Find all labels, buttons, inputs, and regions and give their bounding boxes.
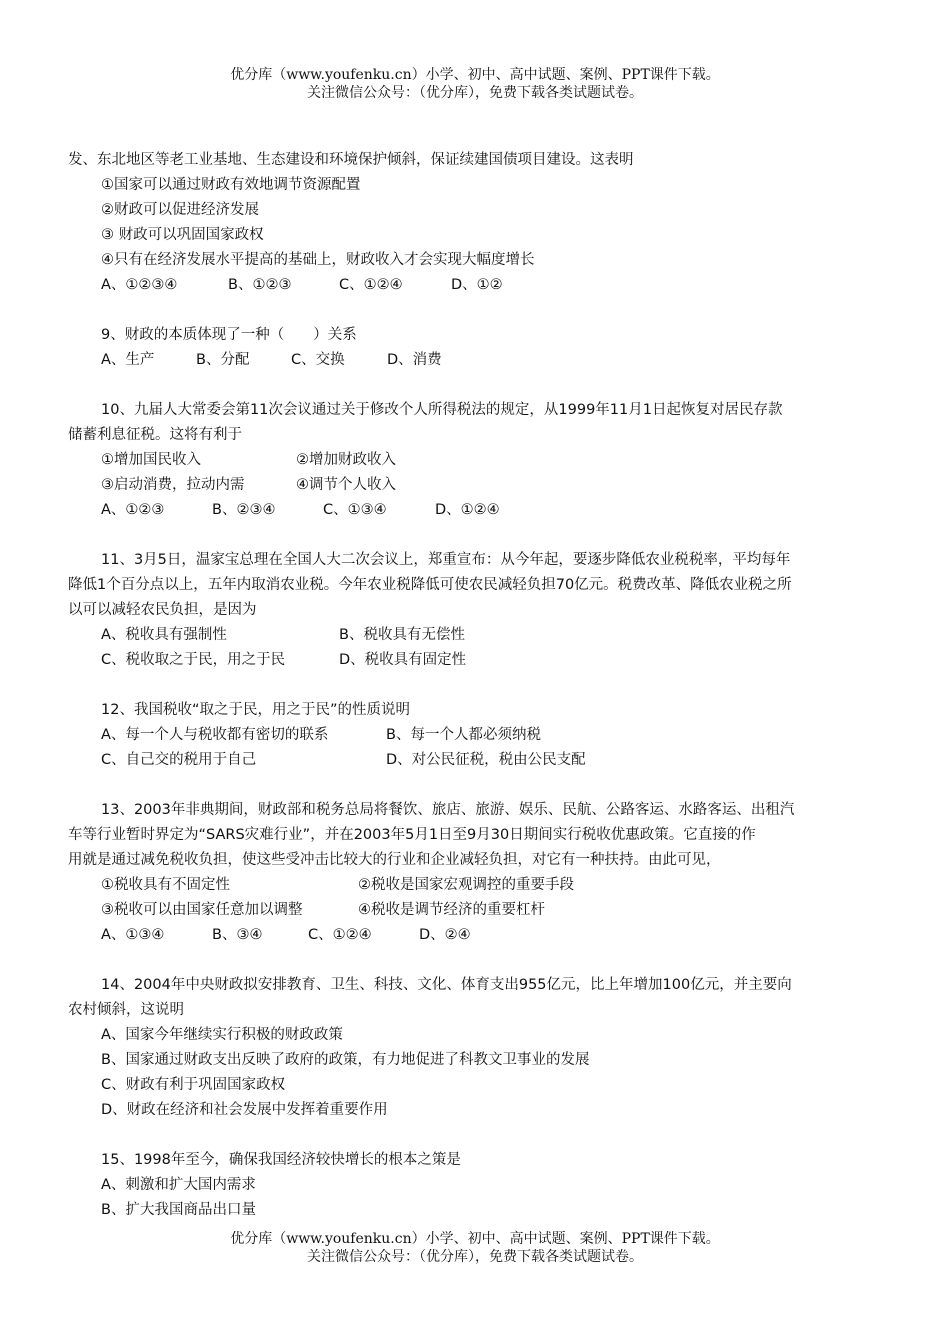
q8-item-1: ①国家可以通过财政有效地调节资源配置	[101, 177, 361, 193]
q10-options	[68, 498, 883, 523]
header-line-1: 优分库（www.youfenku.cn）小学、初中、高中试题、案例、PPT课件下载。	[230, 67, 720, 83]
q8-option-c: C、①②④	[339, 277, 403, 293]
q11-option-d: D、税收具有固定性	[339, 652, 467, 668]
q8-item-3: ③ 财政可以巩固国家政权	[101, 227, 264, 243]
q10-stem-line-2: 储蓄利息征税。这将有利于	[68, 427, 242, 443]
q14-option-d: D、财政在经济和社会发展中发挥着重要作用	[101, 1102, 388, 1118]
q10-option-c: C、①③④	[323, 502, 387, 518]
q10-stem-line-1: 10、九届人大常委会第11次会议通过关于修改个人所得税法的规定，从1999年11月1日起恢复对居民存款	[101, 402, 783, 418]
q12-option-c: C、自己交的税用于自己	[101, 752, 257, 768]
q8-item-2: ②财政可以促进经济发展	[101, 202, 259, 218]
q11-options-row-1	[68, 623, 883, 648]
q15-option-a: A、刺激和扩大国内需求	[101, 1177, 256, 1193]
q13-stem-line-1: 13、2003年非典期间，财政部和税务总局将餐饮、旅店、旅游、娱乐、民航、公路客运、水路客运、出租汽	[101, 802, 795, 818]
q11-stem-line-2: 降低1个百分点以上，五年内取消农业税。今年农业税降低可使农民减轻负担70亿元。税费改革、降低农业税之所	[68, 577, 792, 593]
q8-option-b: B、①②③	[228, 277, 292, 293]
q12-option-b: B、每一个人都必须纳税	[386, 727, 541, 743]
q14-option-c: C、财政有利于巩固国家政权	[101, 1077, 286, 1093]
q13-options	[68, 923, 883, 948]
q11-stem-line-1: 11、3月5日，温家宝总理在全国人大二次会议上，郑重宣布：从今年起，要逐步降低农业税税率，平均每年	[101, 552, 791, 568]
q15-option-b: B、扩大我国商品出口量	[101, 1202, 256, 1218]
q11-option-c: C、税收取之于民，用之于民	[101, 652, 286, 668]
q10-items-row-2	[68, 473, 883, 498]
q14-stem-line-1: 14、2004年中央财政拟安排教育、卫生、科技、文化、体育支出955亿元，比上年增加100亿元，并主要向	[101, 977, 792, 993]
q9-option-d: D、消费	[387, 352, 442, 368]
q11-option-b: B、税收具有无偿性	[339, 627, 465, 643]
q8-options	[68, 273, 883, 298]
q13-stem-line-2: 车等行业暂时界定为“SARS灾难行业”，并在2003年5月1日至9月30日期间实行税收优惠政策。它直接的作	[68, 827, 756, 843]
q8-option-a: A、①②③④	[101, 277, 178, 293]
page-header	[0, 66, 950, 102]
footer-line-2: 关注微信公众号：（优分库），免费下载各类试题试卷。	[307, 1249, 643, 1265]
q9-option-a: A、生产	[101, 352, 155, 368]
q8-option-d: D、①②	[451, 277, 503, 293]
q13-item-3: ③税收可以由国家任意加以调整	[101, 902, 303, 918]
q9-stem: 9、财政的本质体现了一种（ ）关系	[101, 327, 357, 343]
q9-options	[68, 348, 883, 373]
q12-option-a: A、每一个人与税收都有密切的联系	[101, 727, 329, 743]
q12-options-row-1	[68, 723, 883, 748]
q13-option-c: C、①②④	[308, 927, 372, 943]
q10-item-4: ④调节个人收入	[296, 477, 396, 493]
q9-option-b: B、分配	[196, 352, 250, 368]
q13-option-d: D、②④	[419, 927, 471, 943]
q10-item-2: ②增加财政收入	[296, 452, 396, 468]
q13-item-1: ①税收具有不固定性	[101, 877, 230, 893]
q12-stem: 12、我国税收“取之于民，用之于民”的性质说明	[101, 702, 410, 718]
q9-option-c: C、交换	[291, 352, 345, 368]
q13-item-2: ②税收是国家宏观调控的重要手段	[358, 877, 574, 893]
q12-option-d: D、对公民征税，税由公民支配	[386, 752, 586, 768]
footer-line-1: 优分库（www.youfenku.cn）小学、初中、高中试题、案例、PPT课件下载。	[230, 1231, 720, 1247]
q13-option-a: A、①③④	[101, 927, 165, 943]
q13-stem-line-3: 用就是通过减免税收负担，使这些受冲击比较大的行业和企业减轻负担，对它有一种扶持。由此可见，	[68, 852, 721, 868]
q11-stem-line-3: 以可以减轻农民负担，是因为	[68, 602, 257, 618]
q14-stem-line-2: 农村倾斜，这说明	[68, 1002, 184, 1018]
q12-options-row-2	[68, 748, 883, 773]
header-line-2: 关注微信公众号：（优分库），免费下载各类试题试卷。	[307, 85, 643, 101]
q11-option-a: A、税收具有强制性	[101, 627, 227, 643]
q13-items-row-1	[68, 873, 883, 898]
q10-option-a: A、①②③	[101, 502, 165, 518]
q14-option-b: B、国家通过财政支出反映了政府的政策，有力地促进了科教文卫事业的发展	[101, 1052, 590, 1068]
q13-items-row-2	[68, 898, 883, 923]
q15-stem: 15、1998年至今，确保我国经济较快增长的根本之策是	[101, 1152, 461, 1168]
q11-options-row-2	[68, 648, 883, 673]
q13-option-b: B、③④	[212, 927, 263, 943]
q10-option-b: B、②③④	[212, 502, 276, 518]
q10-items-row-1	[68, 448, 883, 473]
page-footer	[0, 1230, 950, 1266]
q10-option-d: D、①②④	[435, 502, 500, 518]
q10-item-3: ③启动消费，拉动内需	[101, 477, 245, 493]
q14-option-a: A、国家今年继续实行积极的财政政策	[101, 1027, 343, 1043]
q8-item-4: ④只有在经济发展水平提高的基础上，财政收入才会实现大幅度增长	[101, 252, 535, 268]
q13-item-4: ④税收是调节经济的重要杠杆	[358, 902, 545, 918]
q10-item-1: ①增加国民收入	[101, 452, 201, 468]
question-content	[68, 148, 883, 1223]
q8-stem: 发、东北地区等老工业基地、生态建设和环境保护倾斜，保证续建国债项目建设。这表明	[68, 152, 634, 168]
